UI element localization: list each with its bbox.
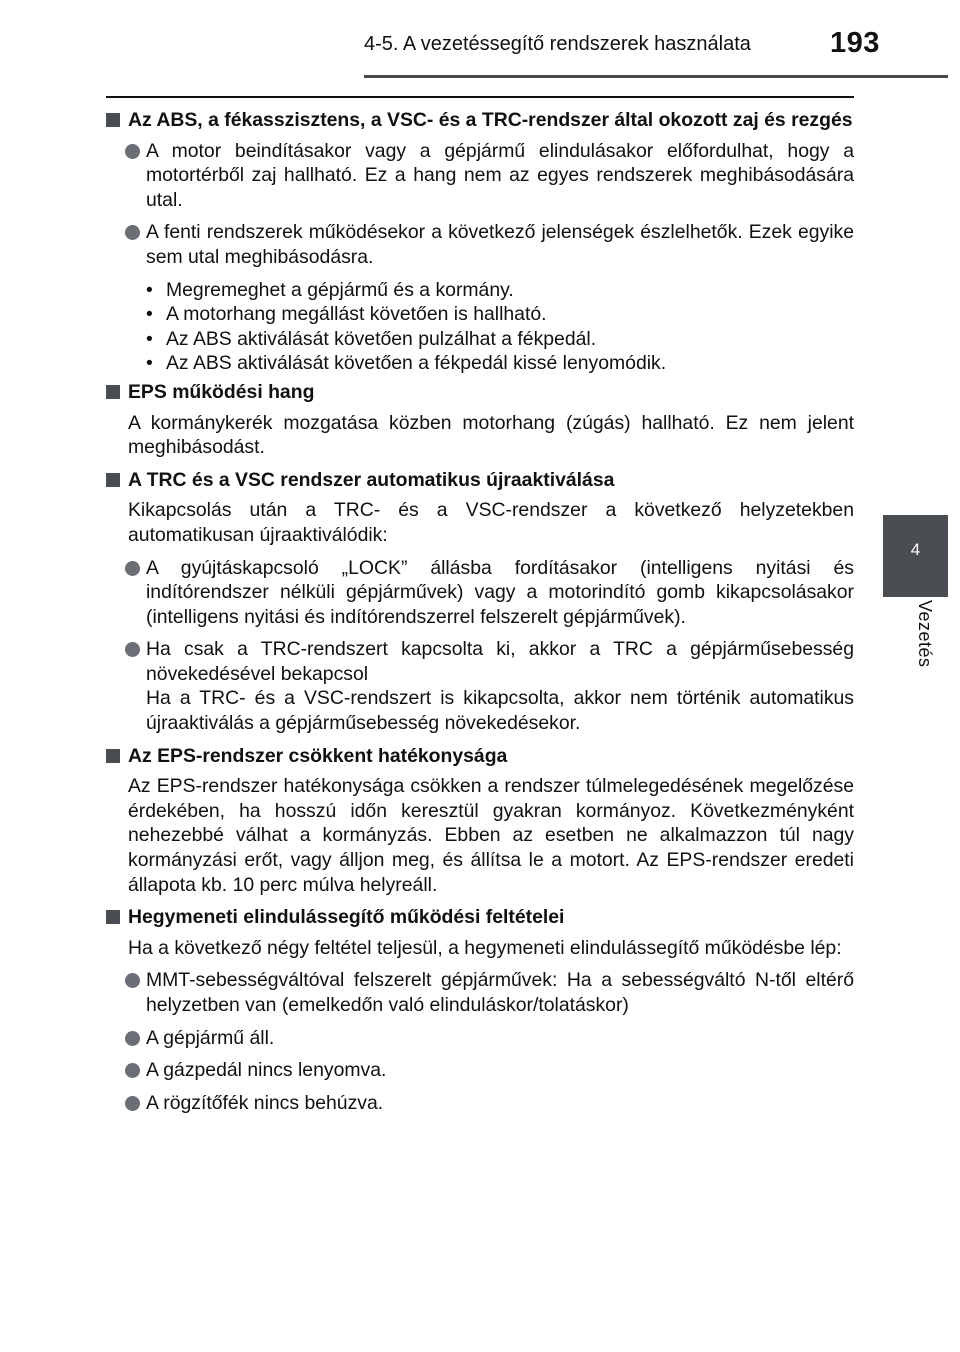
circle-bullet-icon — [125, 1096, 140, 1111]
chapter-title: Vezetés — [915, 600, 935, 668]
list-item — [106, 637, 854, 735]
list-item-text: Ha a TRC- és a VSC-rendszert is kikapcsolta, akkor nem történik automatikus újraaktiválás a gépjárműsebesség növekedésekor. — [146, 687, 854, 735]
heading-abs — [106, 108, 854, 133]
list-item-text: A gázpedál nincs lenyomva. — [146, 1059, 387, 1082]
sub-list — [106, 278, 854, 376]
list-item-text: A gépjármű áll. — [146, 1026, 275, 1049]
list-item-text: Ha csak a TRC-rendszert kapcsolta ki, akkor a TRC a gépjárműsebesség növekedésével bekapcsol — [146, 638, 854, 685]
sub-list-item: • Az ABS aktiválását követően pulzálhat a fékpedál. — [146, 327, 854, 352]
list-item-text: A gyújtáskapcsoló „LOCK” állásba fordításakor (intelligens nyitási és indítórendszer nélküli gépjárművek) vagy a motorindító gomb kikapcsolásakor (intelligens nyitási és indítórendszerrel felszerelt gépjárművek). — [146, 556, 854, 628]
list-item — [106, 1026, 854, 1051]
sub-list-item: • A motorhang megállást követően is hallható. — [146, 302, 854, 327]
square-bullet-icon — [106, 749, 120, 763]
circle-bullet-icon — [125, 1063, 140, 1078]
chapter-number: 4 — [910, 540, 921, 559]
heading-hill-start — [106, 905, 854, 930]
circle-bullet-icon — [125, 225, 140, 240]
square-bullet-icon — [106, 910, 120, 924]
page-number: 193 — [830, 27, 880, 59]
paragraph: Az EPS-rendszer hatékonysága csökken a rendszer túlmelegedésének megelőzése érdekében, ha hosszú időn keresztül gyakran kormányoz. Következményként nehezebbé válhat a kormányzás. Ebben az esetben ne alkalmazzon túl nagy kormányzási erőt, vagy álljon meg, és állítsa le a motort. Az EPS-rendszer eredeti állapota kb. 10 perc múlva helyreáll. — [128, 775, 854, 896]
list-item — [106, 556, 854, 630]
list-item — [106, 1091, 854, 1116]
square-bullet-icon — [106, 473, 120, 487]
list-item-text: MMT-sebességváltóval felszerelt gépjárművek: Ha a sebességváltó N-től eltérő helyzetben van (emelkedőn való elinduláskor/tolatáskor) — [146, 969, 854, 1016]
list-item — [106, 1058, 854, 1083]
square-bullet-icon — [106, 385, 120, 399]
list-item — [106, 220, 854, 269]
list-item-text: A rögzítőfék nincs behúzva. — [146, 1091, 384, 1114]
section-title: 4-5. A vezetéssegítő rendszerek használata — [364, 33, 751, 55]
header-rule — [364, 75, 948, 78]
square-bullet-icon — [106, 113, 120, 127]
paragraph: A kormánykerék mozgatása közben motorhang (zúgás) hallható. Ez nem jelent meghibásodást. — [128, 411, 854, 459]
circle-bullet-icon — [125, 973, 140, 988]
heading-text: Az EPS-rendszer csökkent hatékonysága — [128, 744, 508, 767]
heading-eps-reduced — [106, 744, 854, 769]
sub-list-item: • Megremeghet a gépjármű és a kormány. — [146, 278, 854, 303]
paragraph: Ha a következő négy feltétel teljesül, a hegymeneti elindulássegítő működésbe lép: — [128, 936, 842, 959]
page-content — [106, 108, 854, 1123]
circle-bullet-icon — [125, 642, 140, 657]
list-item — [106, 139, 854, 213]
heading-trc-vsc — [106, 468, 854, 493]
heading-text: Az ABS, a fékasszisztens, a VSC- és a TRC-rendszer által okozott zaj és rezgés — [128, 109, 853, 131]
circle-bullet-icon — [125, 1031, 140, 1046]
top-rule — [106, 96, 854, 98]
sub-list-item: • Az ABS aktiválását követően a fékpedál kissé lenyomódik. — [146, 351, 854, 376]
list-item — [106, 968, 854, 1017]
heading-eps-sound — [106, 380, 854, 405]
circle-bullet-icon — [125, 144, 140, 159]
heading-text: EPS működési hang — [128, 380, 315, 403]
heading-text: A TRC és a VSC rendszer automatikus újraaktiválása — [128, 468, 615, 491]
heading-text: Hegymeneti elindulássegítő működési feltételei — [128, 906, 565, 929]
list-item-text: A motor beindításakor vagy a gépjármű elindulásakor előfordulhat, hogy a motortérből zaj hallható. Ez a hang nem az egyes rendszerek meghibásodására utal. — [146, 139, 854, 211]
paragraph: Kikapcsolás után a TRC- és a VSC-rendszer a következő helyzetekben automatikusan újraaktiválódik: — [128, 499, 854, 546]
circle-bullet-icon — [125, 561, 140, 576]
list-item-text: A fenti rendszerek működésekor a következő jelenségek észlelhetők. Ezek egyike sem utal meghibásodásra. — [146, 221, 854, 268]
